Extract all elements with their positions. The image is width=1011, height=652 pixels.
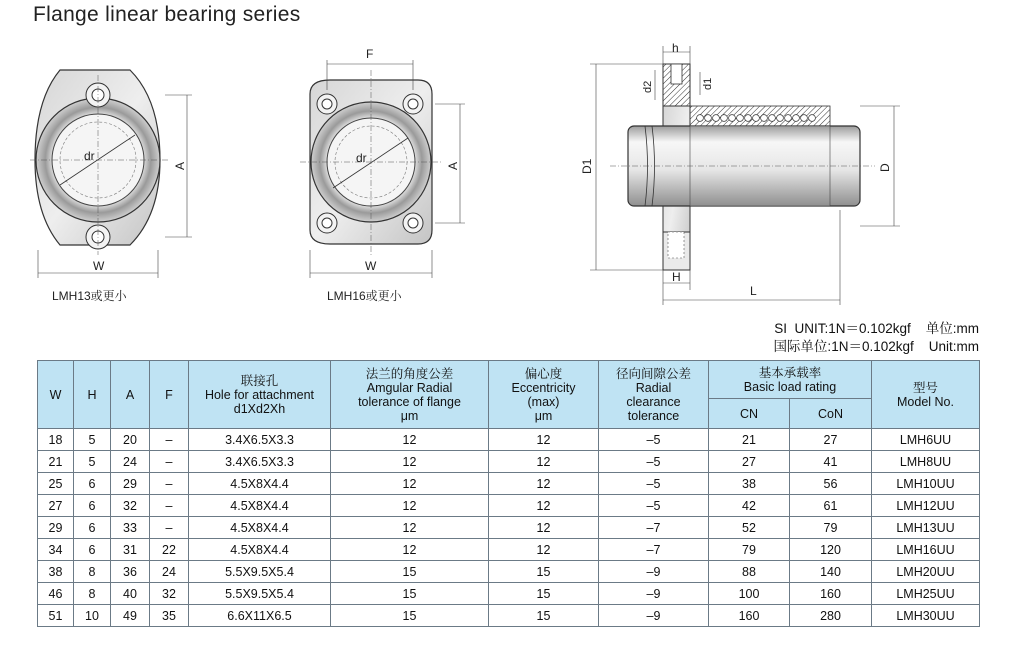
cell-clear: –7 — [599, 517, 709, 539]
cell-h: 5 — [74, 451, 111, 473]
cell-h: 6 — [74, 517, 111, 539]
cell-angular: 12 — [331, 473, 489, 495]
cell-hole: 5.5X9.5X5.4 — [189, 561, 331, 583]
cell-w: 29 — [38, 517, 74, 539]
side-dim-d1: d1 — [702, 77, 714, 90]
cell-w: 21 — [38, 451, 74, 473]
table-row — [38, 429, 980, 451]
cell-cn: 52 — [709, 517, 790, 539]
cell-hole: 4.5X8X4.4 — [189, 495, 331, 517]
header-model-cn: 型号 — [913, 380, 939, 395]
cell-w: 38 — [38, 561, 74, 583]
page-title: Flange linear bearing series — [33, 3, 301, 26]
header-ecc-unit: μm — [534, 408, 553, 423]
cell-ecc: 12 — [489, 451, 599, 473]
units-line-si: SI UNIT:1N＝0.102kgf 单位:mm — [774, 321, 979, 336]
cell-h: 6 — [74, 473, 111, 495]
cell-w: 18 — [38, 429, 74, 451]
cell-con: 27 — [790, 429, 872, 451]
header-load-rating — [709, 361, 872, 399]
cell-f: 35 — [150, 605, 189, 627]
cell-cn: 88 — [709, 561, 790, 583]
cell-a: 49 — [111, 605, 150, 627]
header-angular-cn: 法兰的角度公差 — [365, 366, 454, 381]
table-row — [38, 605, 980, 627]
cell-cn: 100 — [709, 583, 790, 605]
cell-f: – — [150, 429, 189, 451]
cell-angular: 12 — [331, 451, 489, 473]
cell-clear: –9 — [599, 561, 709, 583]
cell-hole: 5.5X9.5X5.4 — [189, 583, 331, 605]
header-angular — [331, 361, 489, 429]
cell-con: 61 — [790, 495, 872, 517]
middle-dim-a: A — [446, 161, 460, 170]
header-hole-dims: d1Xd2Xh — [233, 401, 286, 416]
header-ecc-en2: (max) — [527, 394, 560, 409]
cell-model: LMH13UU — [872, 517, 980, 539]
cell-w: 51 — [38, 605, 74, 627]
header-hole-cn: 联接孔 — [240, 373, 279, 388]
header-hole — [189, 361, 331, 429]
left-dim-a: A — [173, 161, 187, 170]
cell-ecc: 12 — [489, 517, 599, 539]
technical-drawings — [0, 30, 1011, 320]
middle-flange-drawing — [300, 60, 465, 278]
cell-clear: –5 — [599, 429, 709, 451]
cell-hole: 4.5X8X4.4 — [189, 517, 331, 539]
cell-hole: 4.5X8X4.4 — [189, 539, 331, 561]
header-cn: CN — [709, 399, 790, 429]
cell-angular: 15 — [331, 583, 489, 605]
cell-f: – — [150, 473, 189, 495]
middle-dim-f: F — [366, 47, 374, 61]
cell-model: LMH25UU — [872, 583, 980, 605]
cell-con: 79 — [790, 517, 872, 539]
header-angular-unit: μm — [400, 408, 419, 423]
cell-model: LMH30UU — [872, 605, 980, 627]
cell-cn: 42 — [709, 495, 790, 517]
cell-model: LMH16UU — [872, 539, 980, 561]
cell-ecc: 15 — [489, 583, 599, 605]
cell-f: 24 — [150, 561, 189, 583]
spec-table — [37, 360, 980, 627]
cell-ecc: 12 — [489, 539, 599, 561]
header-f: F — [150, 361, 189, 429]
cell-f: – — [150, 517, 189, 539]
left-bore-label: dr — [84, 149, 95, 163]
cell-cn: 38 — [709, 473, 790, 495]
cell-cn: 79 — [709, 539, 790, 561]
cell-model: LMH20UU — [872, 561, 980, 583]
middle-bore-label: dr — [356, 151, 367, 165]
header-angular-en1: Amgular Radial — [366, 380, 453, 395]
cell-model: LMH8UU — [872, 451, 980, 473]
cell-w: 34 — [38, 539, 74, 561]
header-load-en: Basic load rating — [743, 379, 837, 394]
cell-model: LMH12UU — [872, 495, 980, 517]
table-row — [38, 561, 980, 583]
cell-w: 25 — [38, 473, 74, 495]
cell-angular: 12 — [331, 517, 489, 539]
cell-model: LMH10UU — [872, 473, 980, 495]
cell-clear: –9 — [599, 605, 709, 627]
cell-hole: 4.5X8X4.4 — [189, 473, 331, 495]
cell-con: 140 — [790, 561, 872, 583]
cell-clear: –9 — [599, 583, 709, 605]
header-angular-en2: tolerance of flange — [358, 394, 461, 409]
side-dim-D1: D1 — [580, 158, 594, 174]
side-dim-d2: d2 — [642, 80, 654, 93]
side-dim-H: H — [672, 270, 681, 284]
cell-angular: 15 — [331, 561, 489, 583]
header-clear-en2: clearance — [626, 394, 681, 409]
cell-con: 120 — [790, 539, 872, 561]
cell-f: 32 — [150, 583, 189, 605]
side-dim-D: D — [878, 163, 892, 172]
cell-a: 29 — [111, 473, 150, 495]
header-con: CoN — [790, 399, 872, 429]
cell-h: 5 — [74, 429, 111, 451]
header-ecc — [489, 361, 599, 429]
cell-a: 24 — [111, 451, 150, 473]
left-dim-w: W — [93, 259, 105, 273]
table-row — [38, 539, 980, 561]
left-flange-drawing — [30, 70, 192, 278]
cell-model: LMH6UU — [872, 429, 980, 451]
header-hole-en: Hole for attachment — [204, 387, 315, 402]
cell-f: – — [150, 495, 189, 517]
side-view-drawing — [590, 46, 900, 305]
header-h: H — [74, 361, 111, 429]
cell-h: 8 — [74, 561, 111, 583]
cell-clear: –5 — [599, 473, 709, 495]
cell-con: 160 — [790, 583, 872, 605]
cell-a: 33 — [111, 517, 150, 539]
header-clear-en3: tolerance — [627, 408, 680, 423]
cell-ecc: 15 — [489, 561, 599, 583]
header-load-cn: 基本承载率 — [758, 365, 822, 380]
cell-h: 10 — [74, 605, 111, 627]
middle-diagram-caption: LMH16或更小 — [327, 289, 402, 303]
cell-hole: 3.4X6.5X3.3 — [189, 429, 331, 451]
header-model — [872, 361, 980, 429]
cell-angular: 12 — [331, 539, 489, 561]
table-row — [38, 451, 980, 473]
cell-clear: –7 — [599, 539, 709, 561]
cell-a: 32 — [111, 495, 150, 517]
units-line-cn: 国际单位:1N＝0.102kgf Unit:mm — [773, 339, 979, 354]
header-clear-cn: 径向间隙公差 — [615, 366, 691, 381]
table-row — [38, 495, 980, 517]
cell-cn: 27 — [709, 451, 790, 473]
table-row — [38, 583, 980, 605]
cell-con: 56 — [790, 473, 872, 495]
spec-table-body — [38, 429, 980, 627]
cell-angular: 12 — [331, 495, 489, 517]
cell-cn: 21 — [709, 429, 790, 451]
cell-angular: 15 — [331, 605, 489, 627]
header-ecc-cn: 偏心度 — [524, 366, 563, 381]
header-w: W — [38, 361, 74, 429]
cell-clear: –5 — [599, 451, 709, 473]
cell-h: 6 — [74, 495, 111, 517]
cell-a: 31 — [111, 539, 150, 561]
header-clearance — [599, 361, 709, 429]
left-diagram-caption: LMH13或更小 — [52, 289, 127, 303]
cell-f: 22 — [150, 539, 189, 561]
cell-hole: 3.4X6.5X3.3 — [189, 451, 331, 473]
units-note — [773, 320, 979, 356]
cell-cn: 160 — [709, 605, 790, 627]
cell-con: 280 — [790, 605, 872, 627]
cell-ecc: 15 — [489, 605, 599, 627]
cell-angular: 12 — [331, 429, 489, 451]
cell-h: 8 — [74, 583, 111, 605]
table-row — [38, 517, 980, 539]
header-clear-en1: Radial — [635, 380, 672, 395]
cell-f: – — [150, 451, 189, 473]
cell-ecc: 12 — [489, 495, 599, 517]
cell-clear: –5 — [599, 495, 709, 517]
side-dim-h-small: h — [672, 41, 679, 55]
cell-a: 20 — [111, 429, 150, 451]
middle-dim-w: W — [365, 259, 377, 273]
header-ecc-en1: Eccentricity — [511, 380, 576, 395]
cell-w: 46 — [38, 583, 74, 605]
cell-ecc: 12 — [489, 429, 599, 451]
table-row — [38, 473, 980, 495]
cell-a: 36 — [111, 561, 150, 583]
cell-a: 40 — [111, 583, 150, 605]
cell-ecc: 12 — [489, 473, 599, 495]
cell-h: 6 — [74, 539, 111, 561]
header-model-en: Model No. — [897, 394, 954, 409]
cell-w: 27 — [38, 495, 74, 517]
side-dim-L: L — [750, 284, 757, 298]
header-a: A — [111, 361, 150, 429]
cell-hole: 6.6X11X6.5 — [189, 605, 331, 627]
cell-con: 41 — [790, 451, 872, 473]
